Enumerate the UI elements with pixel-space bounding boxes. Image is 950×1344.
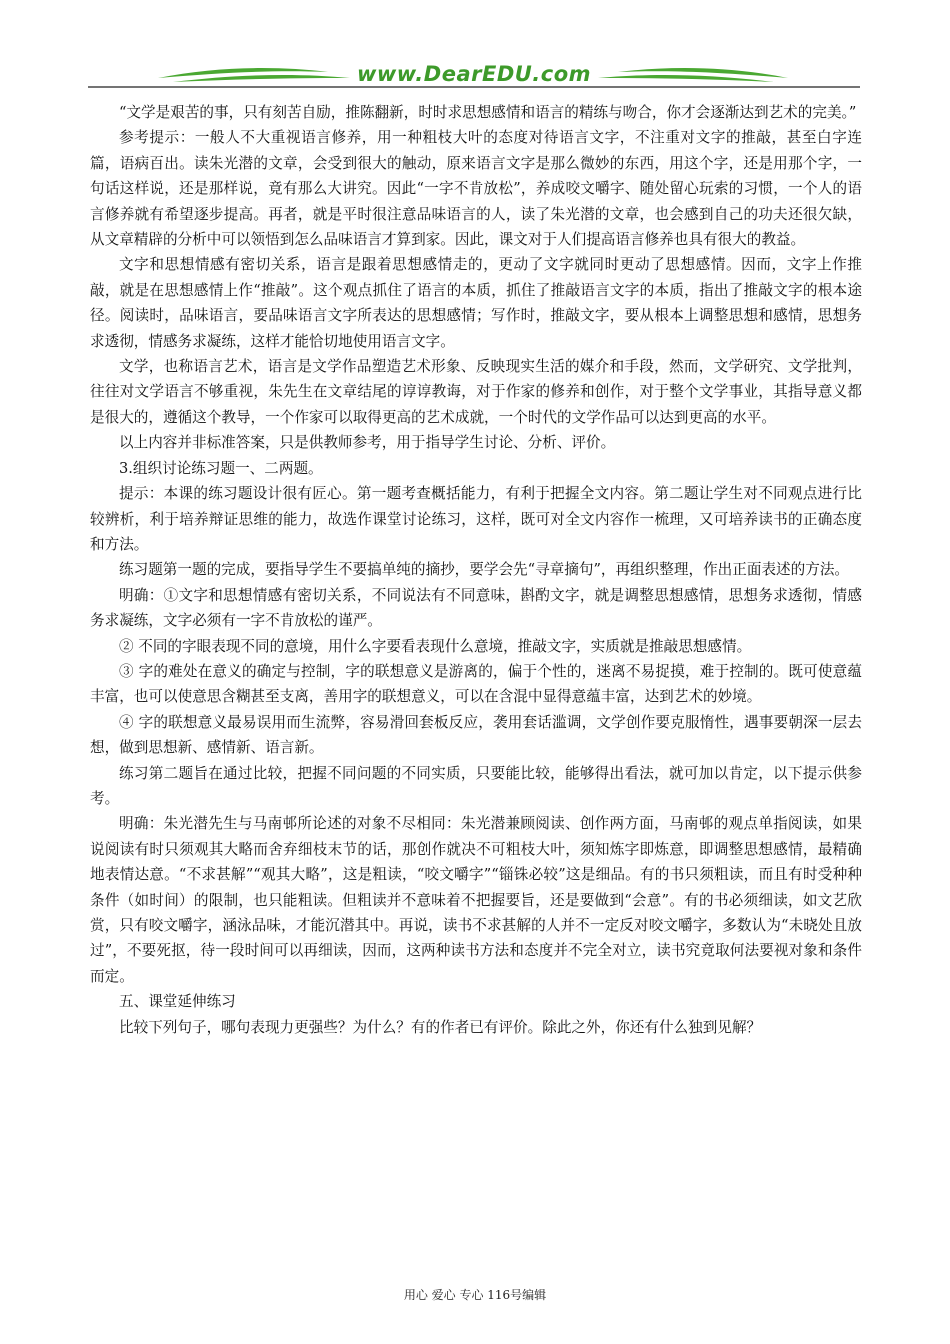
page-footer: 用心 爱心 专心 116号编辑 bbox=[403, 1288, 547, 1302]
paragraph: 3.组织讨论练习题一、二两题。 bbox=[119, 459, 323, 477]
paragraph: 参考提示：一般人不大重视语言修养，用一种粗枝大叶的态度对待语言文字，不注重对文字的推敲，甚至白字连篇，语病百出。读朱光潜的文章，会受到很大的触动，原来语言文字是那么微妙的东西，用这个字，还是用那个字，一句话这样说，还是那样说，竟有那么大讲究。因此“一字不肯放松”，养成咬文嚼字、随处留心玩索的习惯，一个人的语言修养就有希望逐步提高。再者，就是平时很注意品味语言的人，读了朱光潜的文章，也会感到自己的功夫还很欠缺，从文章精辟的分析中可以领悟到怎么品味语言才算到家。因此，课文对于人们提高语言修养也具有很大的教益。 bbox=[90, 129, 862, 249]
paragraph: 明确：①文字和思想情感有密切关系，不同说法有不同意味，斟酌文字，就是调整思想感情，思想务求透彻，情感务求凝练，文字必须有一字不肯放松的谨严。 bbox=[90, 586, 862, 630]
page-header bbox=[88, 56, 860, 92]
paragraph: ④ 字的联想意义最易误用而生流弊，容易滑回套板反应，袭用套话滥调，文学创作要克服惰性，遇事要朝深一层去想，做到思想新、感情新、语言新。 bbox=[90, 713, 862, 757]
paragraph: 练习第二题旨在通过比较，把握不同问题的不同实质，只要能比较，能够得出看法，就可加以肯定，以下提示供参考。 bbox=[90, 764, 862, 807]
paragraph: ② 不同的字眼表现不同的意境，用什么字要看表现什么意境，推敲文字，实质就是推敲思想感情。 bbox=[119, 637, 752, 655]
paragraph: ③ 字的难处在意义的确定与控制，字的联想意义是游离的，偏于个性的，迷离不易捉摸，难于控制的。既可使意蕴丰富，也可以使意思含糊甚至支离，善用字的联想意义，可以在含混中显得意蕴丰富，达到艺术的妙境。 bbox=[90, 662, 862, 706]
paragraph: 文学，也称语言艺术，语言是文学作品塑造艺术形象、反映现实生活的媒介和手段，然而，文学研究、文学批判，往往对文学语言不够重视，朱先生在文章结尾的谆谆教诲，对于作家的修养和创作，对于整个文学事业，其指导意义都是很大的，遵循这个教导，一个作家可以取得更高的艺术成就，一个时代的文学作品可以达到更高的水平。 bbox=[90, 358, 862, 426]
document-body bbox=[90, 100, 862, 1040]
paragraph: 明确：朱光潜先生与马南邨所论述的对象不尽相同：朱光潜兼顾阅读、创作两方面，马南邨的观点单指阅读，如果说阅读有时只须观其大略而舍弃细枝末节的话，那创作就决不可粗枝大叶，须知炼字即炼意，即调整思想感情，最精确地表情达意。“不求甚解”“观其大略”，这是粗读，“咬文嚼字”“锱铢必较”这是细品。有的书只须粗读，而且有时受种种条件（如时间）的限制，也只能粗读。但粗读并不意味着不把握要旨，还是要做到“会意”。有的书必须细读，如文艺欣赏，只有咬文嚼字，涵泳品味，才能沉潜其中。再说，读书不求甚解的人并不一定反对咬文嚼字，多数认为“未晓处且放过”，不要死抠，待一段时间可以再细读，因而，这两种读书方法和态度并不完全对立，读书究竟取何法要视对象和条件而定。 bbox=[90, 815, 862, 985]
paragraph: “文学是艰苦的事，只有刻苦自励，推陈翻新，时时求思想感情和语言的精练与吻合，你才会逐渐达到艺术的完美。” bbox=[119, 104, 857, 121]
paragraph: 比较下列句子，哪句表现力更强些？为什么？有的作者已有评价。除此之外，你还有什么独到见解？ bbox=[119, 1018, 762, 1036]
site-logo-text: www.DearEDU.com bbox=[356, 62, 592, 86]
paragraph: 提示：本课的练习题设计很有匠心。第一题考查概括能力，有利于把握全文内容。第二题让学生对不同观点进行比较辨析，利于培养辩证思维的能力，故选作课堂讨论练习，这样，既可对全文内容作一梳理，又可培养读书的正确态度和方法。 bbox=[90, 485, 862, 553]
paragraph: 练习题第一题的完成，要指导学生不要搞单纯的摘抄，要学会先“寻章摘句”，再组织整理，作出正面表述的方法。 bbox=[119, 561, 850, 579]
paragraph: 文字和思想情感有密切关系，语言是跟着思想感情走的，更动了文字就同时更动了思想感情。因而，文字上作推敲，就是在思想感情上作“推敲”。这个观点抓住了语言的本质，抓住了推敲语言文字的本质，指出了推敲文字的根本途径。阅读时，品味语言，要品味语言文字所表达的思想感情；写作时，推敲文字，要从根本上调整思想和感情，思想务求透彻，情感务求凝练，这样才能恰切地使用语言文字。 bbox=[90, 256, 862, 350]
section-heading: 五、课堂延伸练习 bbox=[119, 993, 236, 1011]
paragraph: 以上内容并非标准答案，只是供教师参考，用于指导学生讨论、分析、评价。 bbox=[119, 434, 616, 452]
